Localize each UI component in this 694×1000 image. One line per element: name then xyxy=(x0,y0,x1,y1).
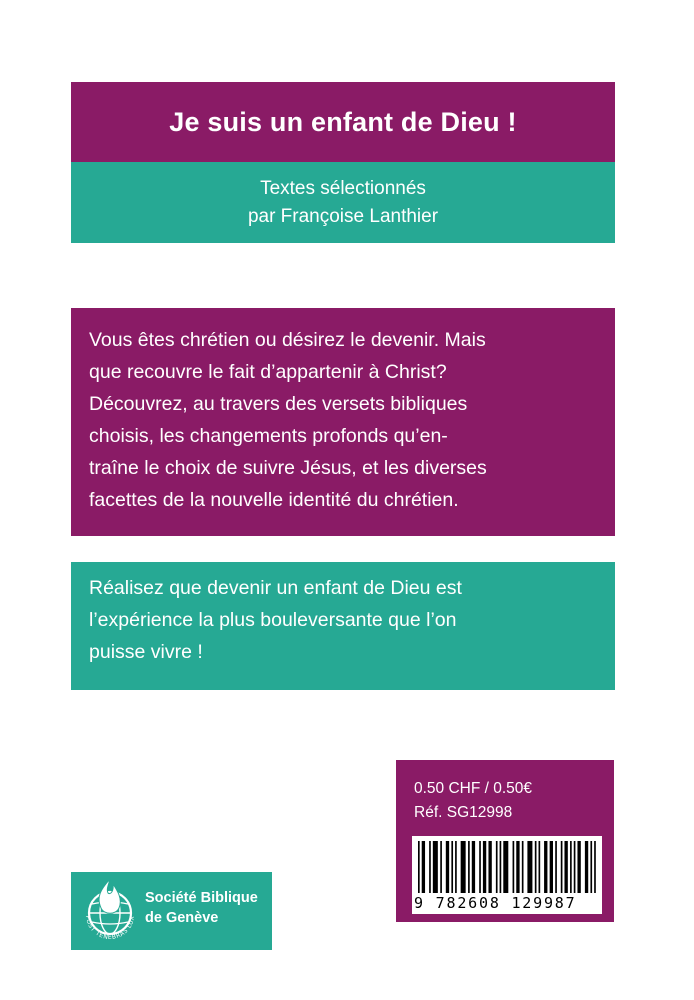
barcode-bar xyxy=(422,841,425,893)
barcode-bar xyxy=(544,841,547,893)
barcode-bar xyxy=(429,841,431,893)
barcode-bar xyxy=(496,841,498,893)
barcode-bar xyxy=(577,841,580,893)
barcode-bar xyxy=(418,841,420,893)
barcode-bar xyxy=(527,841,532,893)
barcode-bar xyxy=(550,841,553,893)
quote-box xyxy=(71,562,615,690)
description-line: facettes de la nouvelle identité du chrétien. xyxy=(89,489,459,511)
barcode-bar xyxy=(451,841,453,893)
barcode-bar xyxy=(440,841,442,893)
barcode-bar xyxy=(479,841,481,893)
reference-text: Réf. SG12998 xyxy=(414,804,513,821)
publisher-motto: POST TENEBRAS LUX xyxy=(83,915,137,942)
barcode-bar xyxy=(461,841,466,893)
barcode-bar xyxy=(522,841,524,893)
price-box xyxy=(396,760,614,922)
barcode-bar xyxy=(503,841,508,893)
description-line: choisis, les changements profonds qu’en- xyxy=(89,425,448,447)
description-line: que recouvre le fait d’appartenir à Christ? xyxy=(89,361,447,383)
barcode-bar xyxy=(455,841,457,893)
price-text: 0.50 CHF / 0.50€ xyxy=(414,780,533,797)
book-title: Je suis un enfant de Dieu ! xyxy=(169,106,517,137)
svg-text:POST TENEBRAS LUX xyxy=(84,915,136,941)
publisher-badge xyxy=(71,872,272,950)
barcode-bar xyxy=(590,841,592,893)
credits-band xyxy=(71,162,615,243)
barcode-bar xyxy=(488,841,491,893)
publisher-name-line-1: Société Biblique xyxy=(145,890,258,906)
description-line: Vous êtes chrétien ou désirez le devenir. Mais xyxy=(89,329,486,351)
barcode-bar xyxy=(516,841,519,893)
barcode-bar xyxy=(594,841,596,893)
barcode-bar xyxy=(574,841,576,893)
quote-line: Réalisez que devenir un enfant de Dieu est xyxy=(89,577,462,599)
publisher-name-line-2: de Genève xyxy=(145,910,219,926)
barcode xyxy=(412,836,602,914)
barcode-bar xyxy=(585,841,588,893)
barcode-bar xyxy=(472,841,475,893)
barcode-bar xyxy=(483,841,486,893)
barcode-bar xyxy=(561,841,563,893)
barcode-bar xyxy=(500,841,502,893)
barcode-bar xyxy=(433,841,438,893)
flame-globe-icon xyxy=(77,875,143,947)
barcode-digits: 9 782608 129987 xyxy=(414,894,577,912)
title-band xyxy=(71,82,615,162)
description-line: traîne le choix de suivre Jésus, et les diverses xyxy=(89,457,487,479)
barcode-bar xyxy=(513,841,515,893)
credits-line-2: par Françoise Lanthier xyxy=(247,205,439,227)
barcode-bar xyxy=(570,841,572,893)
barcode-bar xyxy=(468,841,470,893)
quote-line: puisse vivre ! xyxy=(89,641,203,663)
barcode-bar xyxy=(539,841,541,893)
description-line: Découvrez, au travers des versets bibliques xyxy=(89,393,468,415)
barcode-bar xyxy=(564,841,567,893)
quote-line: l’expérience la plus bouleversante que l’on xyxy=(89,609,457,631)
barcode-bar xyxy=(446,841,449,893)
barcode-bars xyxy=(418,841,596,893)
credits-line-1: Textes sélectionnés xyxy=(260,177,426,199)
description-box xyxy=(71,308,615,536)
barcode-bar xyxy=(555,841,557,893)
barcode-bar xyxy=(535,841,537,893)
